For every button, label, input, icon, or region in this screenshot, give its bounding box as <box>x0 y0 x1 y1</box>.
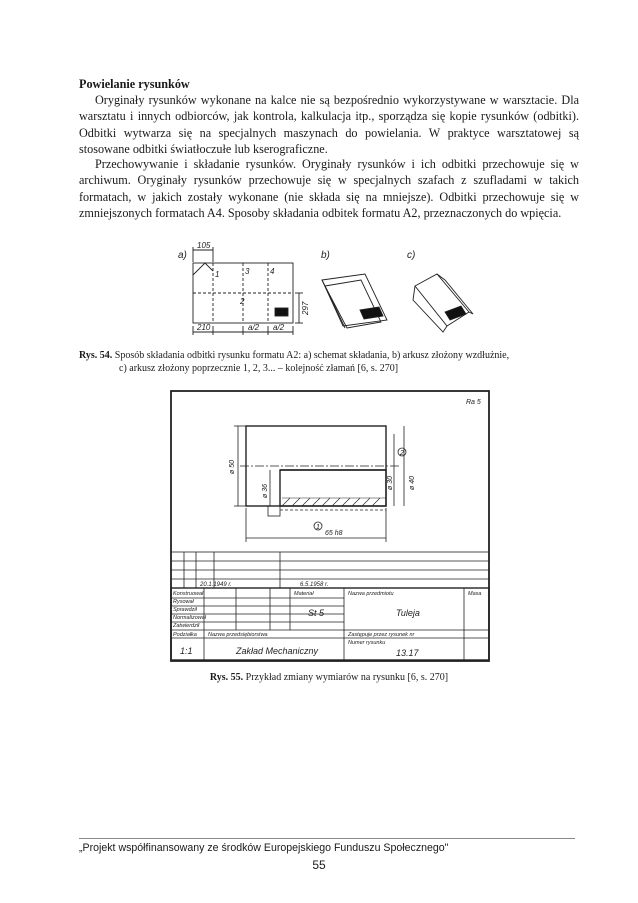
fig55-marker-1: 1 <box>316 524 320 531</box>
fig55-header-company: Nazwa przedsiębiorstwa <box>208 632 268 638</box>
fig55-dim-right-2: ø 40 <box>409 475 416 490</box>
fig55-drawing-no: 13.17 <box>396 648 419 658</box>
fig54-dim-right: 297 <box>301 301 310 315</box>
fig55-dim-left: ø 50 <box>229 459 236 474</box>
fig55-revision-1: 20.1.1949 r. <box>200 582 232 588</box>
figure-55-caption <box>79 671 579 684</box>
figure-54-drawing <box>175 240 475 340</box>
fig54-fold-3: 3 <box>245 267 250 276</box>
fig55-row-label-2: Sprawdził <box>173 607 197 613</box>
paragraph-2: Przechowywanie i składanie rysunków. Oryginały rysunków i ich odbitki przechowuje się w archiwum. Oryginały rysunków przechowuje się w specjalnych szafach z szufladami w takich formatach, w jakich zostały wykonane (nie składa się na mniejsze). Odbitki przechowuje się w zmniejszonych formatach A4. Sposoby składania odbitek formatu A2, przeznaczonych do wpięcia. <box>79 157 579 220</box>
figure-55-caption-label: Rys. 55. <box>209 672 244 683</box>
figure-54-caption-label: Rys. 54. <box>79 350 113 361</box>
fig54-dim-top: 105 <box>197 241 211 250</box>
fig54-dim-bottom-1: 210 <box>197 323 211 332</box>
fig55-row-label-0: Konstruował <box>173 591 204 597</box>
fig55-header-number: Numer rysunku <box>348 640 386 646</box>
footer-divider <box>79 838 575 839</box>
fig55-header-name: Nazwa przedmiotu <box>348 591 394 597</box>
fig54-label-b: b) <box>321 250 330 261</box>
fig54-label-c: c) <box>407 250 416 261</box>
fig55-header-scale: Podziałka <box>173 632 197 638</box>
fig55-header-replaces: Zastępuje przez rysunek nr <box>348 632 415 638</box>
paragraph-1: Oryginały rysunków wykonane na kalce nie są bezpośrednio wykorzystywane w warsztacie. Dla warsztatu i innych odbiorców, jak kontrola, kalkulacja itp., sporządza się kopie rysunków (odbitki). Odbitki wytwarza się na specjalnych maszynach do powielania. W praktyce warsztatowej są stosowane odbitki światłoczułe lub kserograficzne. <box>79 93 579 156</box>
fig54-fold-4: 4 <box>270 267 275 276</box>
fig54-fold-1: 1 <box>215 270 220 279</box>
footer-text: „Projekt współfinansowany ze środków Europejskiego Funduszu Społecznego" <box>79 842 449 854</box>
fig55-roughness: Ra 5 <box>466 399 481 406</box>
fig55-dim-length: 65 h8 <box>325 530 343 537</box>
fig55-header-material: Materiał <box>294 591 314 597</box>
figure-54-caption <box>79 349 579 375</box>
fig55-dim-small: ø 36 <box>262 483 269 498</box>
fig55-material: St 5 <box>308 608 325 618</box>
figure-55-caption-text: Przykład zmiany wymiarów na rysunku [6, s. 270] <box>245 672 449 683</box>
fig55-row-label-3: Normalizował <box>173 615 207 621</box>
fig54-label-a: a) <box>178 250 187 261</box>
fig55-row-label-4: Zatwierdził <box>173 623 200 629</box>
figure-55-drawing <box>170 390 490 662</box>
figure-54-caption-line-2: c) arkusz złożony poprzecznie 1, 2, 3... – kolejność złamań [6, s. 270] <box>119 363 399 374</box>
fig55-dim-right-1: ø 30 <box>387 475 394 490</box>
fig54-fold-2: 2 <box>240 297 245 306</box>
fig55-company: Zakład Mechaniczny <box>236 646 319 656</box>
figure-54-caption-line-1: Sposób składania odbitki rysunku formatu A2: a) schemat składania, b) arkusz złożony wzdłużnie, <box>114 350 510 361</box>
fig54-dim-bottom-3: a/2 <box>273 323 285 332</box>
fig55-marker-2: 2 <box>400 450 404 457</box>
fig54-dim-bottom-2: a/2 <box>248 323 260 332</box>
fig55-row-label-1: Rysował <box>173 599 194 605</box>
page-number: 55 <box>312 858 326 872</box>
section-heading: Powielanie rysunków <box>79 77 190 91</box>
fig55-revision-2: 6.5.1958 r. <box>300 582 329 588</box>
fig55-header-mass: Masa <box>468 591 482 597</box>
fig55-scale: 1:1 <box>180 646 193 656</box>
fig55-part-name: Tuleja <box>396 608 420 618</box>
